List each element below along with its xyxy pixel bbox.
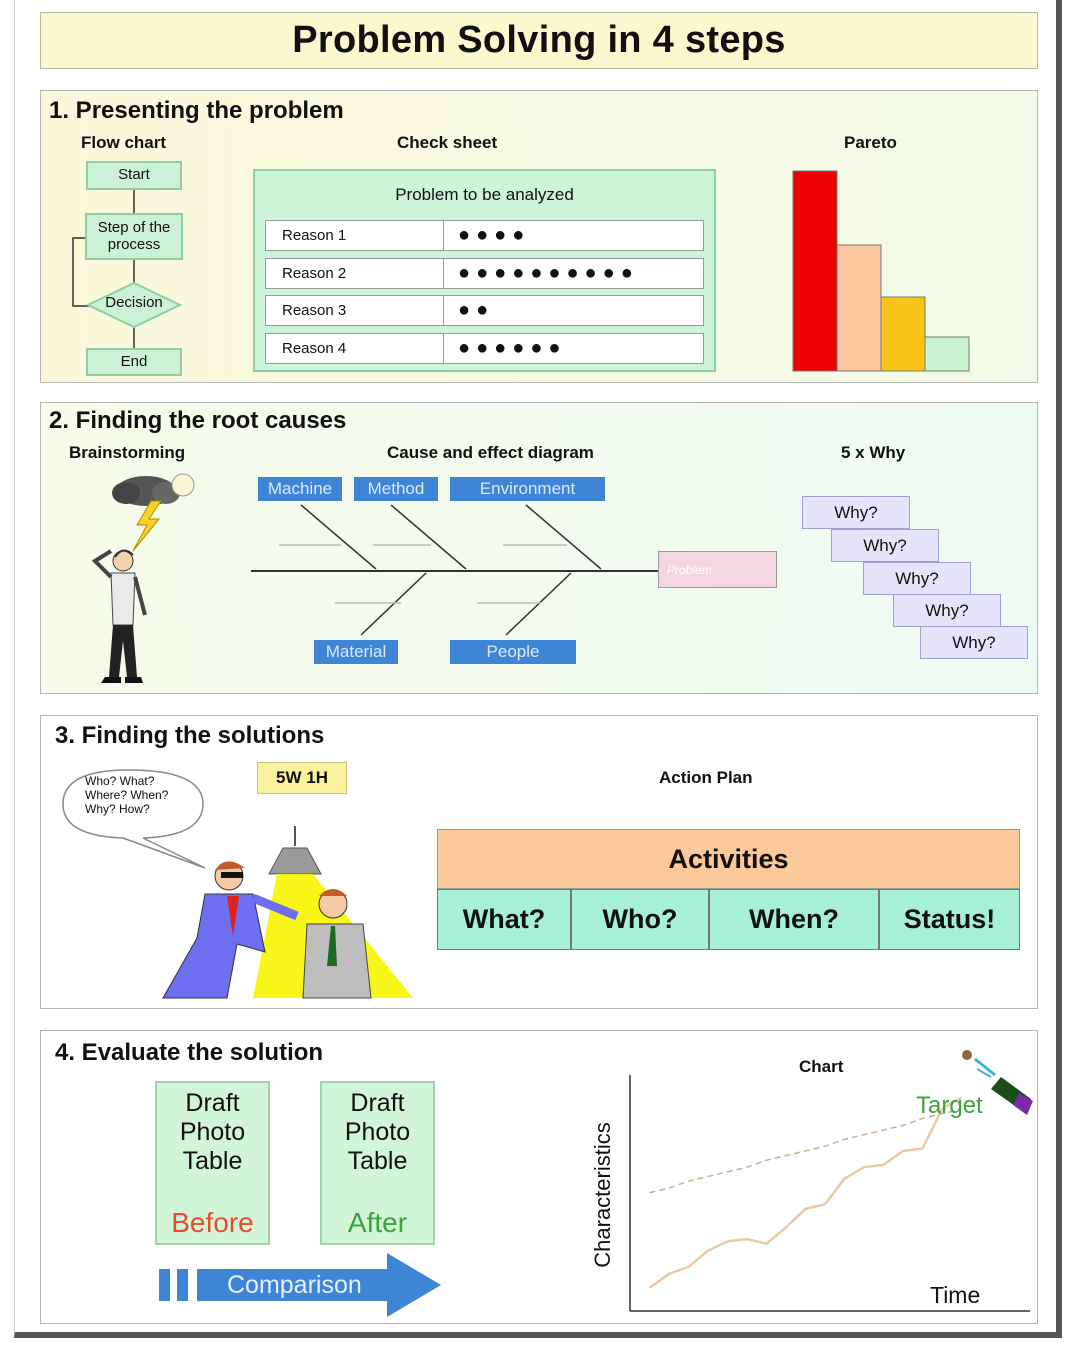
effect-problem: Problem bbox=[658, 551, 777, 588]
brainstorming-figure bbox=[71, 465, 211, 690]
check-row bbox=[265, 220, 704, 251]
flow-end: End bbox=[86, 348, 182, 376]
action-plan-label: Action Plan bbox=[659, 768, 753, 787]
check-row bbox=[265, 295, 704, 326]
before-label: Before bbox=[171, 1207, 254, 1238]
why-step-5: Why? bbox=[920, 626, 1028, 659]
evaluation-chart bbox=[566, 1071, 1036, 1323]
column-what: What? bbox=[437, 889, 571, 950]
why-step-2: Why? bbox=[831, 529, 939, 562]
before-card-line: Draft bbox=[185, 1089, 240, 1117]
after-card-line: Table bbox=[347, 1147, 408, 1175]
five-why-label: 5 x Why bbox=[841, 443, 906, 462]
action-plan-columns bbox=[437, 889, 1020, 950]
activities-header: Activities bbox=[437, 829, 1020, 889]
check-row-marks: ●● bbox=[458, 299, 495, 321]
thinking-man-icon bbox=[95, 550, 145, 683]
step3-panel bbox=[40, 715, 1038, 1009]
step1-panel bbox=[40, 90, 1038, 383]
chart-label: Chart bbox=[799, 1057, 844, 1076]
check-sheet-header: Problem to be analyzed bbox=[395, 185, 574, 204]
check-row-marks: ●●●●●●●●●● bbox=[458, 262, 639, 284]
pareto-bar bbox=[837, 245, 881, 371]
tag-5w1h: 5W 1H bbox=[257, 762, 347, 794]
check-row bbox=[265, 258, 704, 289]
why-step-4: Why? bbox=[893, 594, 1001, 627]
chart-xlabel: Time bbox=[930, 1282, 981, 1308]
brainstorming-label: Brainstorming bbox=[69, 443, 186, 462]
before-card bbox=[155, 1081, 270, 1245]
target-label: Target bbox=[916, 1092, 983, 1120]
step2-panel bbox=[40, 402, 1038, 694]
chart-ylabel: Characteristics bbox=[590, 1122, 615, 1268]
lightning-icon bbox=[133, 501, 161, 551]
after-card bbox=[320, 1081, 435, 1245]
flow-start: Start bbox=[86, 161, 182, 190]
check-sheet-label: Check sheet bbox=[397, 133, 498, 152]
page-title: Problem Solving in 4 steps bbox=[40, 12, 1038, 69]
flow-step: Step of the process bbox=[85, 213, 183, 260]
pareto-bar bbox=[793, 171, 837, 371]
step4-panel bbox=[40, 1030, 1038, 1324]
step1-heading: 1. Presenting the problem bbox=[49, 97, 344, 124]
pareto-label: Pareto bbox=[844, 133, 897, 152]
check-sheet bbox=[253, 169, 716, 372]
characteristic-line bbox=[650, 1098, 962, 1288]
pareto-bar bbox=[925, 337, 969, 371]
lamp-icon bbox=[269, 848, 321, 874]
why-step-3: Why? bbox=[863, 562, 971, 595]
check-row-reason: Reason 4 bbox=[266, 334, 444, 363]
cause-machine: Machine bbox=[258, 477, 342, 501]
flow-chart-label: Flow chart bbox=[81, 133, 167, 152]
after-card-line: Photo bbox=[344, 1118, 411, 1146]
after-label: After bbox=[347, 1207, 408, 1238]
interrogation-illustration bbox=[157, 826, 417, 1006]
speech-bubble-text: Who? What? Where? When? Why? How? bbox=[85, 774, 169, 816]
fishbone-label: Cause and effect diagram bbox=[387, 443, 594, 462]
pareto-bar bbox=[881, 297, 925, 371]
column-who: Who? bbox=[571, 889, 709, 950]
cause-environment: Environment bbox=[450, 477, 605, 501]
step2-heading: 2. Finding the root causes bbox=[49, 407, 347, 434]
cause-material: Material bbox=[314, 640, 398, 664]
check-row-reason: Reason 2 bbox=[266, 259, 444, 288]
step4-heading: 4. Evaluate the solution bbox=[55, 1039, 324, 1066]
flow-decision: Decision bbox=[105, 294, 163, 311]
column-status: Status! bbox=[879, 889, 1020, 950]
comparison-label: Comparison bbox=[227, 1271, 362, 1299]
check-row bbox=[265, 333, 704, 364]
step3-heading: 3. Finding the solutions bbox=[55, 722, 325, 749]
check-row-reason: Reason 3 bbox=[266, 296, 444, 325]
cause-people: People bbox=[450, 640, 576, 664]
check-row-marks: ●●●●●● bbox=[458, 337, 567, 359]
check-row-marks: ●●●● bbox=[458, 224, 531, 246]
after-card-line: Draft bbox=[350, 1089, 405, 1117]
why-step-1: Why? bbox=[802, 496, 910, 529]
pareto-chart bbox=[771, 161, 971, 373]
before-card-line: Photo bbox=[179, 1118, 246, 1146]
check-row-reason: Reason 1 bbox=[266, 221, 444, 250]
target-line bbox=[650, 1109, 962, 1193]
cause-method: Method bbox=[354, 477, 438, 501]
column-when: When? bbox=[709, 889, 879, 950]
before-card-line: Table bbox=[182, 1147, 243, 1175]
